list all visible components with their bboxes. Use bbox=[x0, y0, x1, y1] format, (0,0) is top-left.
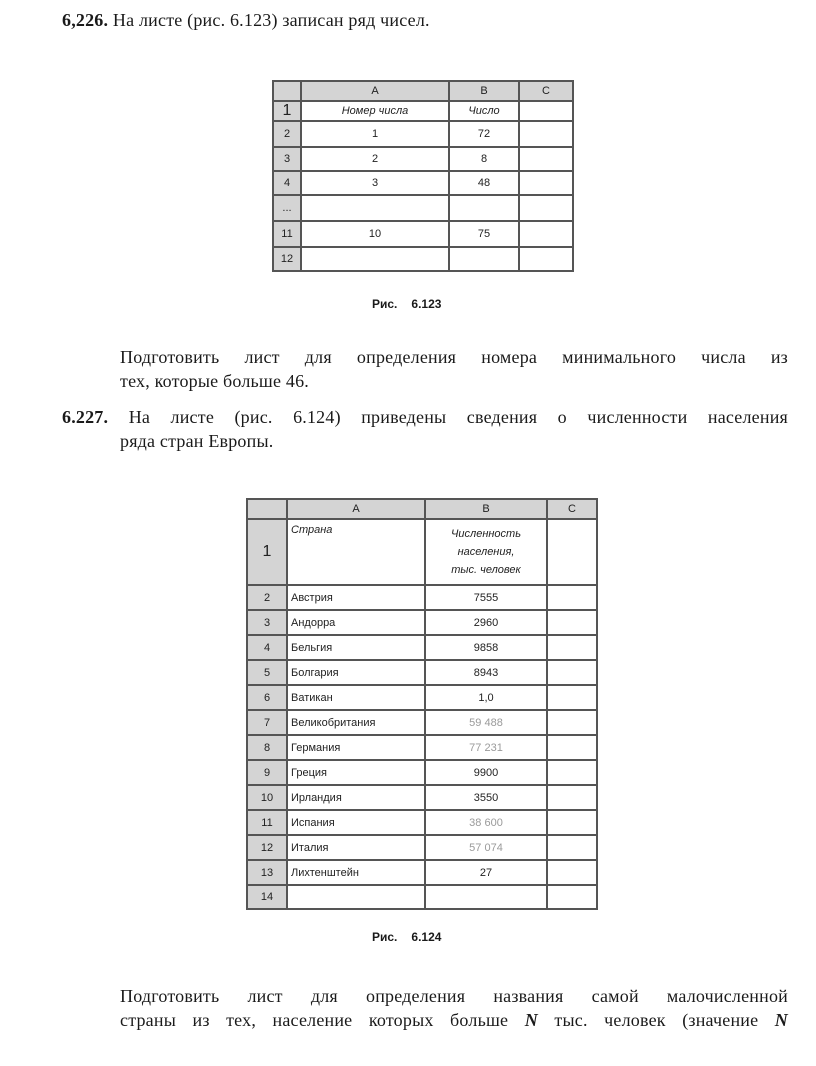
cell-a: Номер числа bbox=[301, 101, 449, 121]
cell-c bbox=[547, 735, 597, 760]
row-number: 12 bbox=[247, 835, 287, 860]
table-row bbox=[273, 195, 573, 221]
table-row bbox=[247, 885, 597, 909]
task-line-2 bbox=[120, 1008, 788, 1032]
cell-c bbox=[547, 710, 597, 735]
table-row bbox=[273, 121, 573, 147]
cell-c bbox=[519, 101, 573, 121]
task-line-1: Подготовить лист для определения названия самой малочисленной bbox=[120, 986, 788, 1006]
cell-c bbox=[547, 610, 597, 635]
cell-b: 1,0 bbox=[425, 685, 547, 710]
statement-line-2: ряда стран Европы. bbox=[120, 431, 274, 451]
cell-c bbox=[519, 147, 573, 171]
figure-caption-6-123 bbox=[372, 297, 455, 311]
problem-6-226-statement bbox=[62, 8, 430, 32]
caption-prefix: Рис. bbox=[372, 297, 398, 311]
row-number: 13 bbox=[247, 860, 287, 885]
cell-c bbox=[547, 810, 597, 835]
cell-c bbox=[547, 635, 597, 660]
task-line-2: тех, которые больше 46. bbox=[120, 371, 309, 391]
table-row bbox=[247, 785, 597, 810]
cell-a: Страна bbox=[287, 519, 425, 585]
cell-c bbox=[547, 519, 597, 585]
row-number: 1 bbox=[247, 519, 287, 585]
cell-c bbox=[519, 221, 573, 247]
column-header-a: A bbox=[301, 81, 449, 101]
cell-b: 3550 bbox=[425, 785, 547, 810]
column-header-b: B bbox=[449, 81, 519, 101]
table-row bbox=[247, 585, 597, 610]
cell-a: Лихтенштейн bbox=[287, 860, 425, 885]
table-row bbox=[247, 860, 597, 885]
cell-b: 77 231 bbox=[425, 735, 547, 760]
cell-a: Италия bbox=[287, 835, 425, 860]
row-number: 12 bbox=[273, 247, 301, 271]
caption-prefix: Рис. bbox=[372, 930, 398, 944]
task-6-227 bbox=[120, 984, 788, 1032]
row-number: 4 bbox=[247, 635, 287, 660]
caption-number: 6.123 bbox=[411, 297, 442, 311]
task-6-226 bbox=[120, 345, 788, 393]
table-row bbox=[247, 685, 597, 710]
cell-a: 1 bbox=[301, 121, 449, 147]
cell-b: 8 bbox=[449, 147, 519, 171]
cell-a: Великобритания bbox=[287, 710, 425, 735]
cell-a: Андорра bbox=[287, 610, 425, 635]
cell-c bbox=[547, 835, 597, 860]
column-header-a: A bbox=[287, 499, 425, 519]
cell-b bbox=[425, 519, 547, 585]
cell-c bbox=[547, 760, 597, 785]
problem-number: 6.227. bbox=[62, 407, 109, 427]
cell-b: 7555 bbox=[425, 585, 547, 610]
cell-b: 75 bbox=[449, 221, 519, 247]
cell-b: 48 bbox=[449, 171, 519, 195]
cell-a: Испания bbox=[287, 810, 425, 835]
table-row bbox=[247, 810, 597, 835]
cell-a: Болгария bbox=[287, 660, 425, 685]
cell-c bbox=[547, 660, 597, 685]
task-text: тыс. человек (значение bbox=[537, 1010, 775, 1030]
column-header-b: B bbox=[425, 499, 547, 519]
row-number: 11 bbox=[247, 810, 287, 835]
cell-c bbox=[547, 885, 597, 909]
cell-a: 2 bbox=[301, 147, 449, 171]
cell-b bbox=[425, 885, 547, 909]
header-line: населения, bbox=[457, 546, 515, 558]
row-number: 11 bbox=[273, 221, 301, 247]
cell-a bbox=[301, 195, 449, 221]
cell-c bbox=[519, 121, 573, 147]
corner-cell bbox=[273, 81, 301, 101]
problem-text: На листе (рис. 6.123) записан ряд чисел. bbox=[112, 10, 430, 30]
table-row bbox=[247, 635, 597, 660]
table-row bbox=[247, 735, 597, 760]
row-number: 2 bbox=[247, 585, 287, 610]
problem-text: На листе (рис. 6.124) приведены сведения о численности населения bbox=[128, 407, 789, 427]
row-number: ... bbox=[273, 195, 301, 221]
cell-c bbox=[547, 685, 597, 710]
statement-line-1 bbox=[62, 405, 788, 429]
table-row bbox=[273, 171, 573, 195]
cell-c bbox=[519, 195, 573, 221]
row-number: 7 bbox=[247, 710, 287, 735]
figure-caption-6-124 bbox=[372, 930, 455, 944]
cell-a: Австрия bbox=[287, 585, 425, 610]
cell-a: Греция bbox=[287, 760, 425, 785]
cell-b: 38 600 bbox=[425, 810, 547, 835]
column-header-row bbox=[247, 499, 597, 519]
row-number: 3 bbox=[273, 147, 301, 171]
cell-a bbox=[301, 247, 449, 271]
caption-number: 6.124 bbox=[411, 930, 442, 944]
cell-c bbox=[519, 171, 573, 195]
variable-n: N bbox=[524, 1010, 538, 1030]
cell-a: Ирландия bbox=[287, 785, 425, 810]
row-number: 6 bbox=[247, 685, 287, 710]
table-row bbox=[273, 221, 573, 247]
row-number: 5 bbox=[247, 660, 287, 685]
task-text: страны из тех, население которых больше bbox=[120, 1010, 525, 1030]
column-header-c: C bbox=[547, 499, 597, 519]
row-number: 1 bbox=[273, 101, 301, 121]
cell-b bbox=[449, 247, 519, 271]
table-row bbox=[247, 610, 597, 635]
cell-c bbox=[547, 785, 597, 810]
spreadsheet-fig-6-123 bbox=[272, 80, 574, 272]
column-header-c: C bbox=[519, 81, 573, 101]
table-row bbox=[247, 835, 597, 860]
cell-a: Бельгия bbox=[287, 635, 425, 660]
cell-b: 2960 bbox=[425, 610, 547, 635]
cell-b: 59 488 bbox=[425, 710, 547, 735]
task-line-1: Подготовить лист для определения номера минимального числа из bbox=[120, 347, 788, 367]
row-number: 10 bbox=[247, 785, 287, 810]
cell-b bbox=[449, 195, 519, 221]
cell-a: Германия bbox=[287, 735, 425, 760]
cell-b: 9858 bbox=[425, 635, 547, 660]
cell-a: Ватикан bbox=[287, 685, 425, 710]
row-number: 2 bbox=[273, 121, 301, 147]
table-row bbox=[247, 760, 597, 785]
table-row bbox=[247, 519, 597, 585]
cell-a: 3 bbox=[301, 171, 449, 195]
cell-a bbox=[287, 885, 425, 909]
cell-b: 27 bbox=[425, 860, 547, 885]
row-number: 9 bbox=[247, 760, 287, 785]
corner-cell bbox=[247, 499, 287, 519]
cell-a: 10 bbox=[301, 221, 449, 247]
table-row bbox=[273, 147, 573, 171]
cell-c bbox=[547, 585, 597, 610]
table-row bbox=[273, 247, 573, 271]
cell-b: 57 074 bbox=[425, 835, 547, 860]
cell-c bbox=[519, 247, 573, 271]
row-number: 3 bbox=[247, 610, 287, 635]
problem-6-227-statement bbox=[62, 405, 788, 453]
row-number: 8 bbox=[247, 735, 287, 760]
header-line: тыс. человек bbox=[451, 564, 521, 576]
column-header-row bbox=[273, 81, 573, 101]
problem-number: 6,226. bbox=[62, 10, 109, 30]
cell-b: 9900 bbox=[425, 760, 547, 785]
cell-c bbox=[547, 860, 597, 885]
table-row bbox=[247, 660, 597, 685]
row-number: 4 bbox=[273, 171, 301, 195]
spreadsheet-fig-6-124 bbox=[246, 498, 598, 910]
cell-b: 8943 bbox=[425, 660, 547, 685]
cell-b: Число bbox=[449, 101, 519, 121]
row-number: 14 bbox=[247, 885, 287, 909]
table-row bbox=[273, 101, 573, 121]
variable-n: N bbox=[774, 1010, 788, 1030]
table-row bbox=[247, 710, 597, 735]
cell-b: 72 bbox=[449, 121, 519, 147]
header-line: Численность bbox=[450, 528, 522, 540]
